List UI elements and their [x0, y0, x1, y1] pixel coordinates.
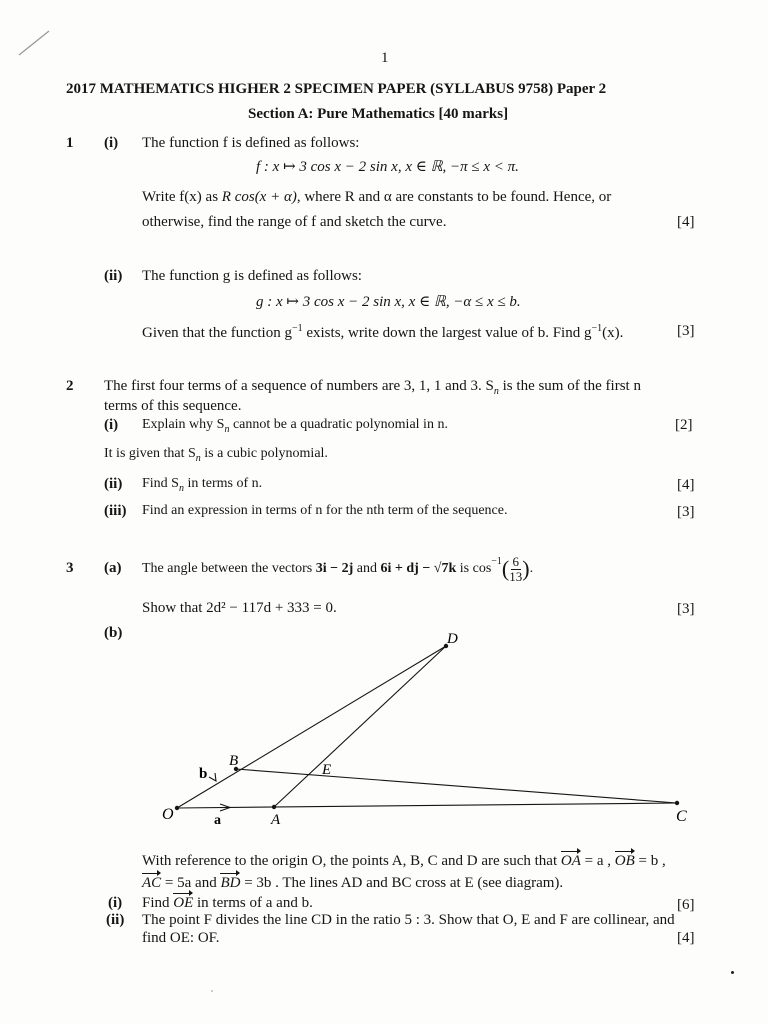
q3-part-ii-label: (ii): [106, 912, 125, 928]
scan-speck: [731, 971, 734, 974]
q2-part-iii-label: (iii): [104, 503, 127, 519]
q2-part-i-label: (i): [104, 417, 119, 433]
q1-i-intro: The function f is defined as follows:: [142, 135, 360, 151]
pencil-mark: [16, 28, 52, 58]
arrow-b-icon: [209, 773, 216, 781]
q1-ii-marks: [3]: [677, 323, 695, 339]
q1-ii-text: Given that the function $g^{-1}$ exists, write down the largest value of b. Find $g^{-1}(x)$.: [142, 323, 624, 341]
page-number: 1: [381, 50, 389, 66]
label-vector-b: b: [199, 766, 208, 782]
section-heading: Section A: Pure Mathematics [40 marks]: [248, 106, 509, 122]
paper-title: 2017 MATHEMATICS HIGHER 2 SPECIMEN PAPER (SYLLABUS 9758) Paper 2: [66, 81, 607, 97]
label-c: C: [676, 808, 687, 825]
point-a: [272, 805, 276, 809]
question-1-number: 1: [66, 135, 74, 151]
q2-ii-text: Find $S_n$ in terms of n.: [142, 476, 263, 494]
q1-i-text-line1: Write f(x) as R cos(x + α), where R and α are constants to be found. Hence, or: [142, 189, 612, 205]
label-vector-a: a: [214, 813, 221, 828]
q3-a-text: The angle between the vectors 3i − 2j and 6i + dj − √7k is cos $^{-1}$ ( $\frac{6}{13}$ ) .: [142, 553, 534, 584]
q3-b-text-line1: With reference to the origin O, the points A, B, C and D are such that OA = a , OB = b ,: [142, 853, 666, 869]
q2-iii-text: Find an expression in terms of n for the nth term of the sequence.: [142, 503, 508, 518]
q2-i-text: Explain why $S_n$ cannot be a quadratic polynomial in n.: [142, 417, 448, 435]
q2-iii-marks: [3]: [677, 504, 695, 520]
q3-part-a-label: (a): [104, 560, 122, 576]
line-bc: [236, 769, 677, 803]
question-3-number: 3: [66, 560, 74, 576]
q1-i-marks: [4]: [677, 214, 695, 230]
q2-intro-line2: terms of this sequence.: [104, 398, 242, 414]
line-oc: [177, 803, 677, 808]
q3-ii-line1: The point F divides the line CD in the ratio 5 : 3. Show that O, E and F are collinear, and: [142, 912, 675, 928]
question-2-number: 2: [66, 378, 74, 394]
label-e: E: [322, 762, 332, 778]
q1-i-text-line2: otherwise, find the range of f and sketch the curve.: [142, 214, 447, 230]
q3-a-show: Show that 2d² − 117d + 333 = 0.: [142, 600, 337, 616]
vector-diagram: [150, 622, 710, 832]
line-od: [177, 646, 446, 808]
q3-b-text-line2: AC = 5a and BD = 3b . The lines AD and BC cross at E (see diagram).: [142, 875, 564, 891]
q3-a-marks: [3]: [677, 601, 695, 617]
q1-part-ii-label: (ii): [104, 268, 123, 284]
label-d: D: [447, 631, 458, 647]
q2-ii-marks: [4]: [677, 477, 695, 493]
q2-given: It is given that $S_n$ is a cubic polynomial.: [104, 446, 328, 464]
q1-i-formula: f : x ↦ 3 cos x − 2 sin x, x ∈ ℝ, −π ≤ x < π.: [256, 159, 519, 175]
q2-i-marks: [2]: [675, 417, 693, 433]
q3-part-b-label: (b): [104, 625, 123, 641]
label-b: B: [229, 753, 239, 769]
q1-ii-formula: g : x ↦ 3 cos x − 2 sin x, x ∈ ℝ, −α ≤ x ≤ b.: [256, 294, 521, 310]
scan-speck: [211, 990, 213, 992]
label-a: A: [271, 812, 281, 828]
q3-part-i-label: (i): [108, 895, 123, 911]
q3-ii-marks: [4]: [677, 930, 695, 946]
q1-part-i-label: (i): [104, 135, 119, 151]
q3-i-text: Find OE in terms of a and b.: [142, 895, 313, 911]
point-o: [175, 806, 179, 810]
q3-i-marks: [6]: [677, 897, 695, 913]
q2-intro-line1: The first four terms of a sequence of numbers are 3, 1, 1 and 3. $S_n$ is the sum of the first n: [104, 378, 641, 397]
label-o: O: [162, 806, 174, 823]
q1-ii-intro: The function g is defined as follows:: [142, 268, 362, 284]
q3-ii-line2: find OE: OF.: [142, 930, 220, 946]
point-c: [675, 801, 679, 805]
q2-part-ii-label: (ii): [104, 476, 123, 492]
